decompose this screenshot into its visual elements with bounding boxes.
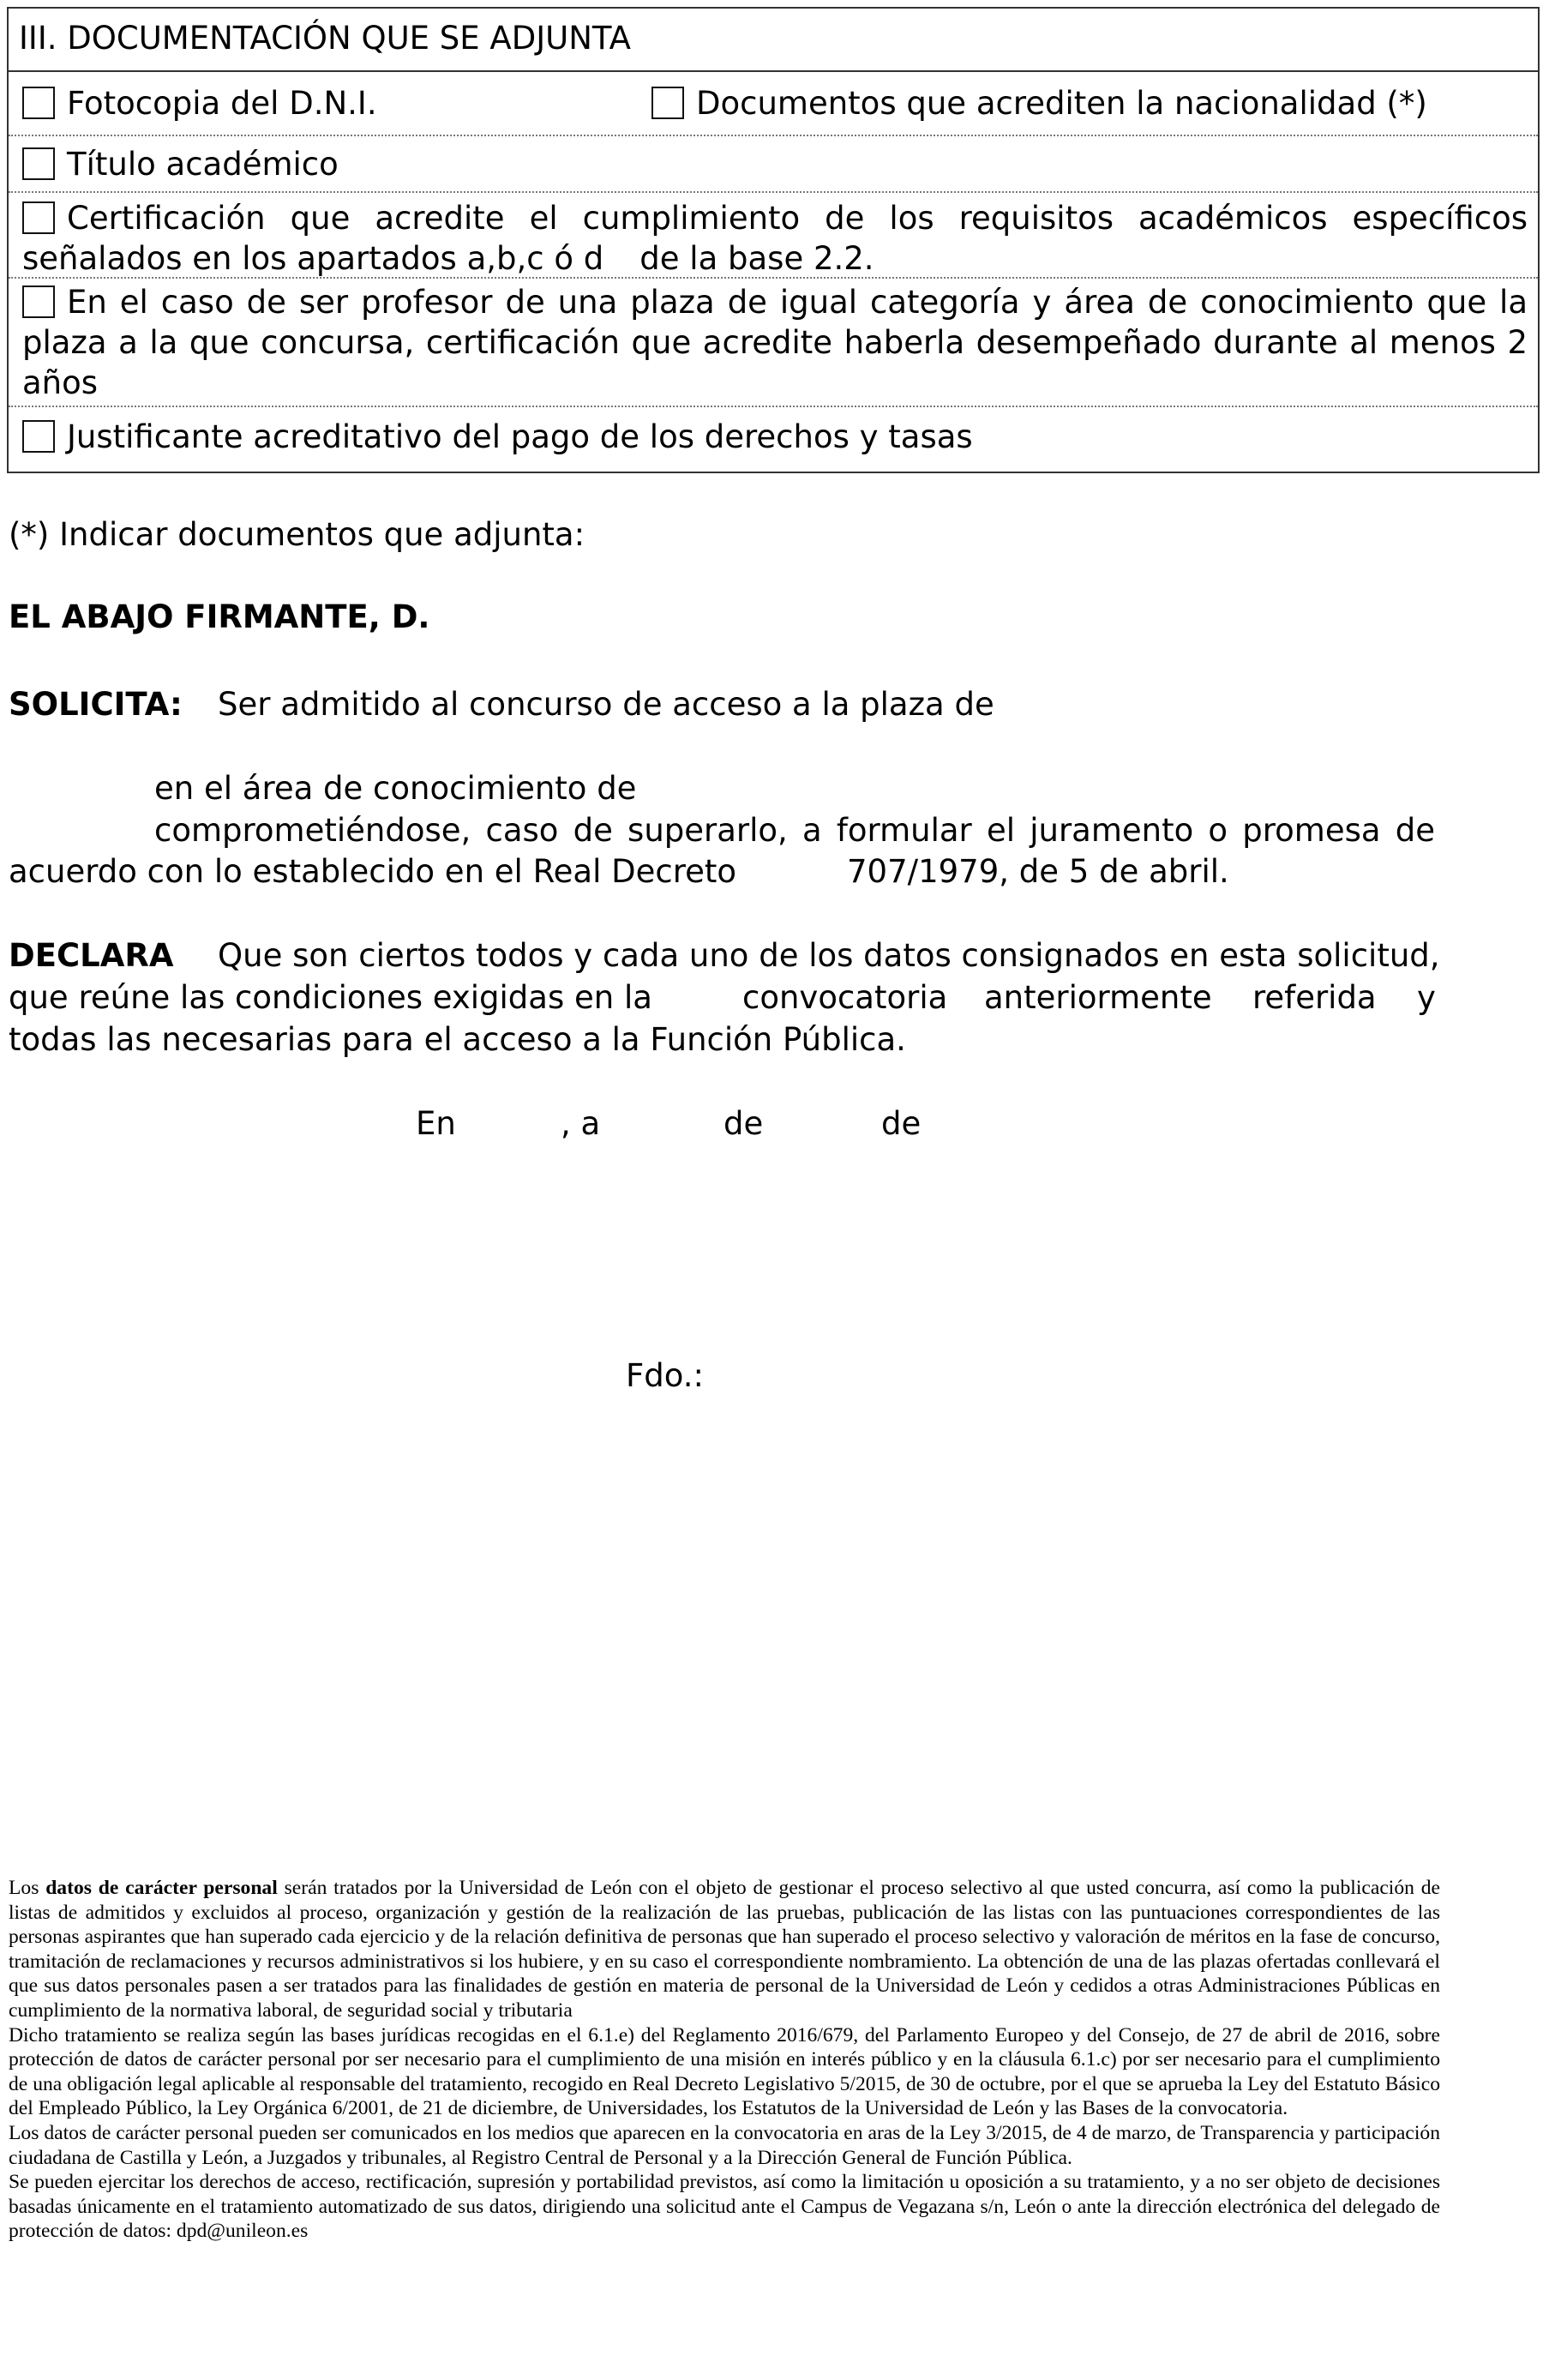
date-de-1: de	[723, 1105, 764, 1142]
item-profesor	[22, 282, 1528, 403]
legal-paragraph-1: Los datos de carácter personal serán tratados por la Universidad de León con el objeto de gestionar el proceso selectivo al que usted concurra, así como la publicación de listas de admitidos y excluidos al proceso, organización y gestión de la realización de las pruebas, publicación de las listas con las puntuaciones correspondientes de las personas aspirantes que han superado cada ejercicio y de la relación definitiva de personas que han superado el proceso selectivo y valoración de méritos en la fase de concurso, tramitación de reclamaciones y recursos administrativos si los hubiere, y en su caso el correspondiente nombramiento. La obtención de una de las plazas ofertadas conllevará el que sus datos personales pasen a ser tratados para las finalidades de gestión en materia de personal de la Universidad de León y cedidos a otras Administraciones Públicas en cumplimiento de la normativa laboral, de seguridad social y tributaria	[9, 1877, 1441, 2022]
item-certificacion-line1: Certificación que acredite el cumplimiento de los requisitos académicos específicos	[67, 200, 1528, 237]
item-dni	[22, 84, 377, 123]
declara-line2e: y	[1417, 979, 1436, 1016]
item-certificacion	[22, 198, 1528, 279]
checkbox-dni[interactable]	[22, 87, 55, 119]
declara-line2b: convocatoria	[742, 979, 948, 1016]
row-titulo	[9, 136, 1538, 193]
attached-documents-note: (*) Indicar documentos que adjunta:	[9, 516, 585, 553]
checkbox-certificacion[interactable]	[22, 201, 55, 234]
documentation-section	[7, 7, 1540, 473]
solicita-line4b: 707/1979, de 5 de abril.	[847, 853, 1229, 890]
item-justificante	[22, 418, 973, 457]
signature-label: Fdo.:	[626, 1357, 704, 1394]
solicita-line3: comprometiéndose, caso de superarlo, a formular el juramento o promesa de	[154, 812, 1435, 849]
row-justificante	[9, 407, 1538, 472]
checkbox-nacionalidad[interactable]	[651, 87, 684, 119]
declara-line2a: que reúne las condiciones exigidas en la	[9, 979, 652, 1016]
signatory-label: EL ABAJO FIRMANTE, D.	[9, 598, 430, 635]
item-nacionalidad-label: Documentos que acrediten la nacionalidad (*)	[696, 85, 1427, 122]
item-titulo	[22, 145, 339, 184]
row-certificacion	[9, 193, 1538, 279]
place-a: , a	[561, 1105, 601, 1142]
item-nacionalidad	[651, 84, 1427, 123]
section-header-row	[9, 9, 1538, 72]
item-titulo-label: Título académico	[67, 146, 339, 183]
item-dni-label: Fotocopia del D.N.I.	[67, 85, 377, 122]
item-justificante-label: Justificante acreditativo del pago de los derechos y tasas	[67, 418, 973, 455]
declara-label: DECLARA	[9, 937, 174, 974]
row-dni-nacionalidad	[9, 72, 1538, 136]
data-protection-notice	[9, 1876, 1440, 2244]
item-certificacion-line2b: de la base 2.2.	[639, 240, 874, 277]
legal-bold-term: datos de carácter personal	[45, 1877, 278, 1899]
checkbox-justificante[interactable]	[22, 420, 55, 453]
declara-line3: todas las necesarias para el acceso a la Función Pública.	[9, 1021, 906, 1058]
solicita-text: Ser admitido al concurso de acceso a la plaza de	[218, 686, 994, 723]
legal-paragraph-3: Los datos de carácter personal pueden ser comunicados en los medios que aparecen en la convocatoria en aras de la Ley 3/2015, de 4 de marzo, de Transparencia y participación ciudadana de Castilla y León, a Juzgados y tribunales, al Registro Central de Personal y a la Dirección General de Función Pública.	[9, 2121, 1440, 2169]
solicita-area: en el área de conocimiento de	[154, 770, 637, 807]
checkbox-titulo[interactable]	[22, 147, 55, 180]
date-de-2: de	[881, 1105, 922, 1142]
declara-line1: Que son ciertos todos y cada uno de los datos consignados en esta solicitud,	[218, 937, 1440, 974]
declara-line2d: referida	[1252, 979, 1377, 1016]
place-en: En	[416, 1105, 456, 1142]
legal-paragraph-2: Dicho tratamiento se realiza según las bases jurídicas recogidas en el 6.1.e) del Reglamento 2016/679, del Parlamento Europeo y del Consejo, de 27 de abril de 2016, sobre protección de datos de carácter personal por ser necesario para el cumplimiento de una misión en interés público y en la cláusula 6.1.c) por ser necesario para el cumplimiento de una obligación legal aplicable al responsable del tratamiento, recogido en Real Decreto Legislativo 5/2015, de 30 de octubre, por el que se aprueba la Ley del Estatuto Básico del Empleado Público, la Ley Orgánica 6/2001, de 21 de diciembre, de Universidades, los Estatutos de la Universidad de León y las Bases de la convocatoria.	[9, 2023, 1440, 2120]
solicita-line4a: acuerdo con lo establecido en el Real Decreto	[9, 853, 737, 890]
checkbox-profesor[interactable]	[22, 285, 55, 318]
declara-line2c: anteriormente	[984, 979, 1212, 1016]
legal-paragraph-4: Se pueden ejercitar los derechos de acceso, rectificación, supresión y portabilidad previstos, así como la limitación u oposición a su tratamiento, y a no ser objeto de decisiones basadas únicamente en el tratamiento automatizado de sus datos, dirigiendo una solicitud ante el Campus de Vegazana s/n, León o ante la dirección electrónica del delegado de protección de datos: dpd@unileon.es	[9, 2171, 1440, 2243]
section-title: III. DOCUMENTACIÓN QUE SE ADJUNTA	[19, 20, 631, 57]
solicita-label: SOLICITA:	[9, 686, 183, 723]
item-certificacion-line2: señalados en los apartados a,b,c ó d	[22, 240, 604, 277]
row-profesor	[9, 279, 1538, 407]
item-profesor-label: En el caso de ser profesor de una plaza de igual categoría y área de conocimiento que la plaza a la que concursa, certificación que acredite haberla desempeñado durante al menos 2 años	[22, 284, 1528, 401]
